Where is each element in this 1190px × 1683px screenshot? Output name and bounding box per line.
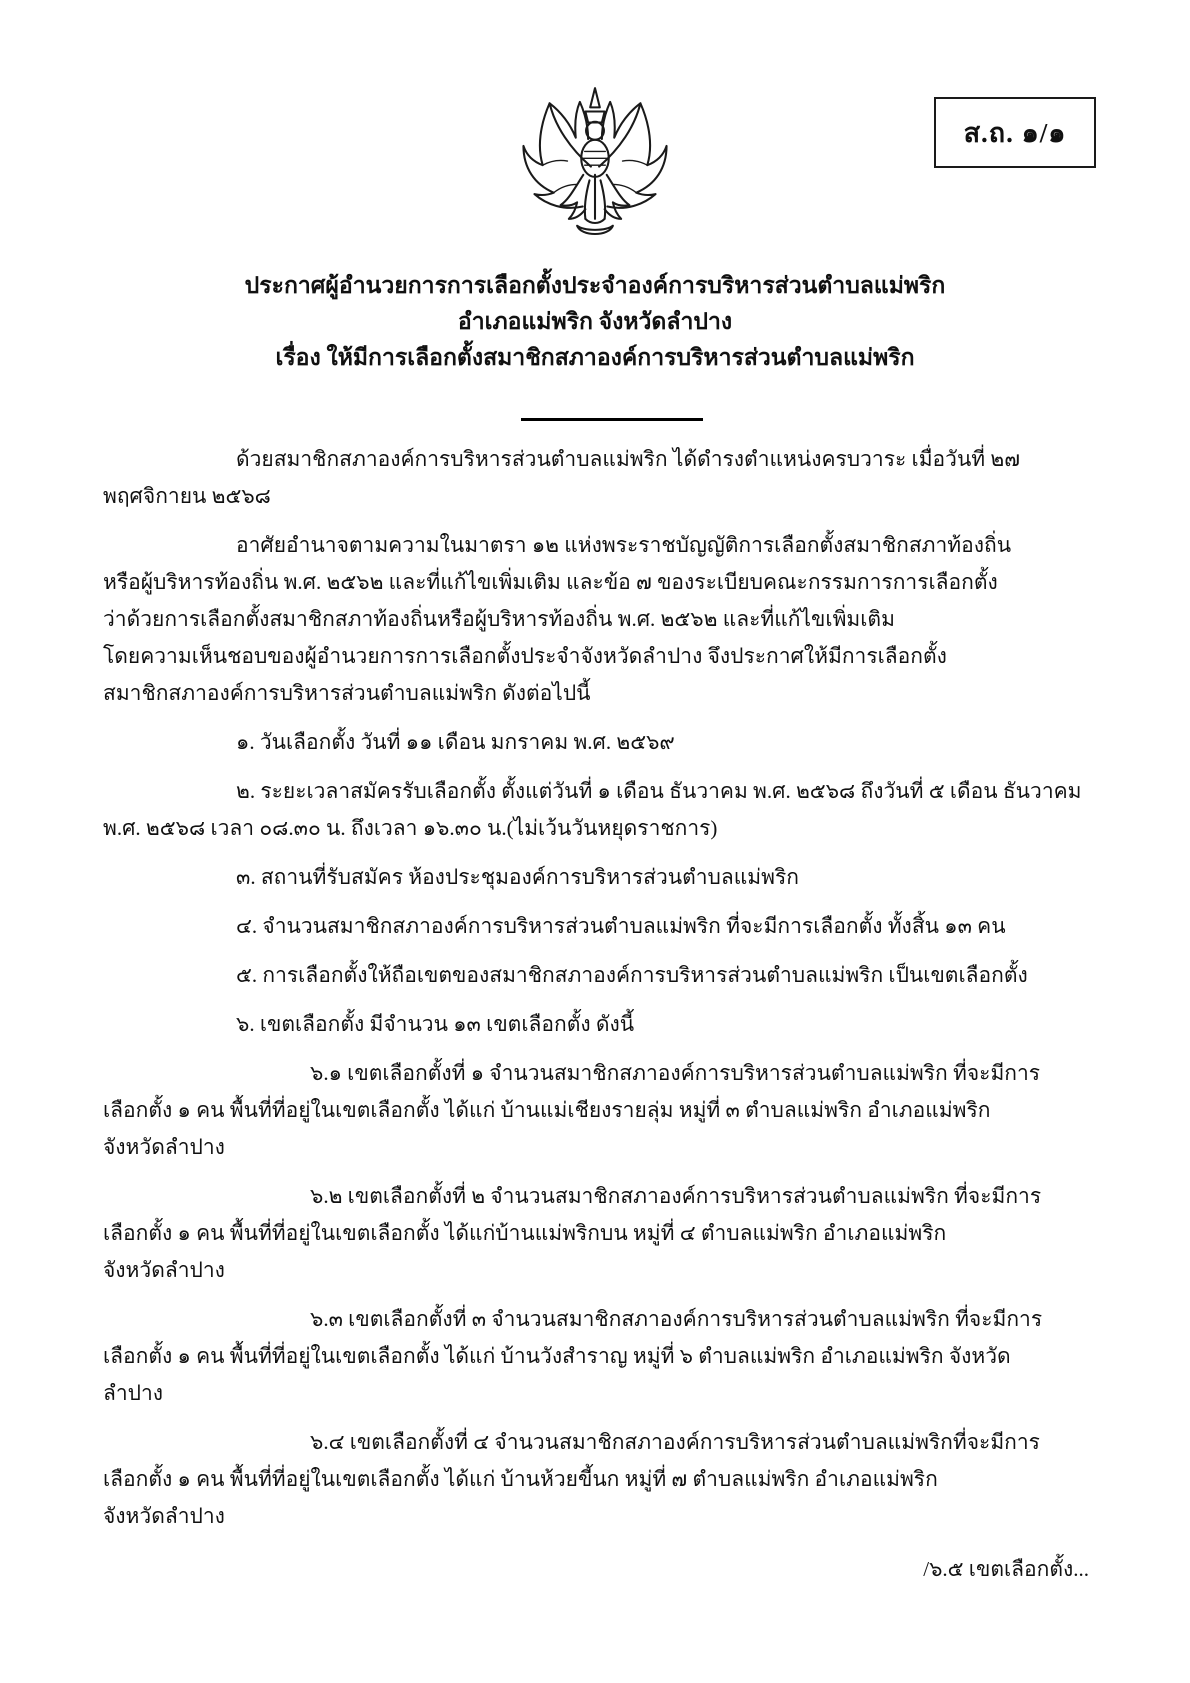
- text-line: หรือผู้บริหารท้องถิ่น พ.ศ. ๒๕๖๒ และที่แก้ไขเพิ่มเติม และข้อ ๗ ของระเบียบคณะกรรมการการเลือกตั้ง: [103, 570, 998, 594]
- item-constituency-count: [103, 1006, 1091, 1043]
- text-line: ๓. สถานที่รับสมัคร ห้องประชุมองค์การบริหารส่วนตำบลแม่พริก: [236, 865, 799, 889]
- text-line: ๒. ระยะเวลาสมัครรับเลือกตั้ง ตั้งแต่วันที่ ๑ เดือน ธันวาคม พ.ศ. ๒๕๖๘ ถึงวันที่ ๕ เดือน ธันวาคม: [236, 779, 1082, 803]
- text-line: พฤศจิกายน ๒๕๖๘: [103, 484, 271, 508]
- text-line: จังหวัดลำปาง: [103, 1135, 225, 1159]
- text-line: โดยความเห็นชอบของผู้อำนวยการการเลือกตั้งประจำจังหวัดลำปาง จึงประกาศให้มีการเลือกตั้ง: [103, 644, 947, 668]
- subitem-constituency-3: [103, 1301, 1091, 1412]
- text-line: อาศัยอำนาจตามความในมาตรา ๑๒ แห่งพระราชบัญญัติการเลือกตั้งสมาชิกสภาท้องถิ่น: [236, 533, 1012, 557]
- subitem-constituency-2: [103, 1178, 1091, 1289]
- subitem-constituency-1: [103, 1055, 1091, 1166]
- text-line: จังหวัดลำปาง: [103, 1504, 225, 1528]
- text-line: ๖.๓ เขตเลือกตั้งที่ ๓ จำนวนสมาชิกสภาองค์การบริหารส่วนตำบลแม่พริก ที่จะมีการ: [310, 1307, 1043, 1331]
- item-application-venue: [103, 859, 1091, 896]
- title-line-1: ประกาศผู้อำนวยการการเลือกตั้งประจำองค์การบริหารส่วนตำบลแม่พริก: [244, 273, 946, 298]
- title-line-2: อำเภอแม่พริก จังหวัดลำปาง: [457, 309, 733, 334]
- item-election-day: [103, 724, 1091, 761]
- item-constituency-rule: [103, 957, 1091, 994]
- text-line: ว่าด้วยการเลือกตั้งสมาชิกสภาท้องถิ่นหรือผู้บริหารท้องถิ่น พ.ศ. ๒๕๖๒ และที่แก้ไขเพิ่มเติม: [103, 607, 895, 631]
- form-code: ส.ถ. ๑/๑: [963, 118, 1067, 148]
- text-line: ๑. วันเลือกตั้ง วันที่ ๑๑ เดือน มกราคม พ.ศ. ๒๕๖๙: [236, 730, 675, 754]
- footer-next-page-note: /๖.๕ เขตเลือกตั้ง...: [923, 1557, 1089, 1581]
- text-line: พ.ศ. ๒๕๖๘ เวลา ๐๘.๓๐ น. ถึงเวลา ๑๖.๓๐ น.(ไม่เว้นวันหยุดราชการ): [103, 816, 718, 840]
- item-member-count: [103, 908, 1091, 945]
- para-authority: [103, 527, 1091, 712]
- text-line: ๖.๒ เขตเลือกตั้งที่ ๒ จำนวนสมาชิกสภาองค์การบริหารส่วนตำบลแม่พริก ที่จะมีการ: [310, 1184, 1042, 1208]
- subitem-constituency-4: [103, 1424, 1091, 1535]
- text-line: ๖.๑ เขตเลือกตั้งที่ ๑ จำนวนสมาชิกสภาองค์การบริหารส่วนตำบลแม่พริก ที่จะมีการ: [310, 1061, 1041, 1085]
- text-line: เลือกตั้ง ๑ คน พื้นที่ที่อยู่ในเขตเลือกตั้ง ได้แก่ บ้านแม่เชียงรายลุ่ม หมู่ที่ ๓ ตำบลแม่พริก อำเภอแม่พริก: [103, 1098, 991, 1122]
- text-line: จังหวัดลำปาง: [103, 1258, 225, 1282]
- text-line: ลำปาง: [103, 1381, 164, 1405]
- title-divider: [521, 418, 703, 421]
- text-line: ๔. จำนวนสมาชิกสภาองค์การบริหารส่วนตำบลแม่พริก ที่จะมีการเลือกตั้ง ทั้งสิ้น ๑๓ คน: [236, 914, 1006, 938]
- text-line: ด้วยสมาชิกสภาองค์การบริหารส่วนตำบลแม่พริก ได้ดำรงตำแหน่งครบวาระ เมื่อวันที่ ๒๗: [236, 447, 1021, 471]
- para-opening: [103, 441, 1091, 515]
- text-line: ๖.๔ เขตเลือกตั้งที่ ๔ จำนวนสมาชิกสภาองค์การบริหารส่วนตำบลแม่พริกที่จะมีการ: [310, 1430, 1040, 1454]
- document-body: [103, 441, 1091, 1588]
- text-line: เลือกตั้ง ๑ คน พื้นที่ที่อยู่ในเขตเลือกตั้ง ได้แก่ บ้านวังสำราญ หมู่ที่ ๖ ตำบลแม่พริก อำเภอแม่พริก จังหวัด: [103, 1344, 1011, 1368]
- garuda-emblem: [519, 84, 671, 256]
- text-line: สมาชิกสภาองค์การบริหารส่วนตำบลแม่พริก ดังต่อไปนี้: [103, 681, 591, 705]
- title-block: [0, 268, 1190, 376]
- text-line: ๖. เขตเลือกตั้ง มีจำนวน ๑๓ เขตเลือกตั้ง ดังนี้: [236, 1012, 635, 1036]
- emblem-container: [0, 84, 1190, 256]
- text-line: ๕. การเลือกตั้งให้ถือเขตของสมาชิกสภาองค์การบริหารส่วนตำบลแม่พริก เป็นเขตเลือกตั้ง: [236, 963, 1028, 987]
- text-line: เลือกตั้ง ๑ คน พื้นที่ที่อยู่ในเขตเลือกตั้ง ได้แก่บ้านแม่พริกบน หมู่ที่ ๔ ตำบลแม่พริก อำเภอแม่พริก: [103, 1221, 947, 1245]
- text-line: เลือกตั้ง ๑ คน พื้นที่ที่อยู่ในเขตเลือกตั้ง ได้แก่ บ้านห้วยขี้นก หมู่ที่ ๗ ตำบลแม่พริก อำเภอแม่พริก: [103, 1467, 938, 1491]
- item-application-period: [103, 773, 1091, 847]
- title-line-3: เรื่อง ให้มีการเลือกตั้งสมาชิกสภาองค์การบริหารส่วนตำบลแม่พริก: [275, 345, 915, 370]
